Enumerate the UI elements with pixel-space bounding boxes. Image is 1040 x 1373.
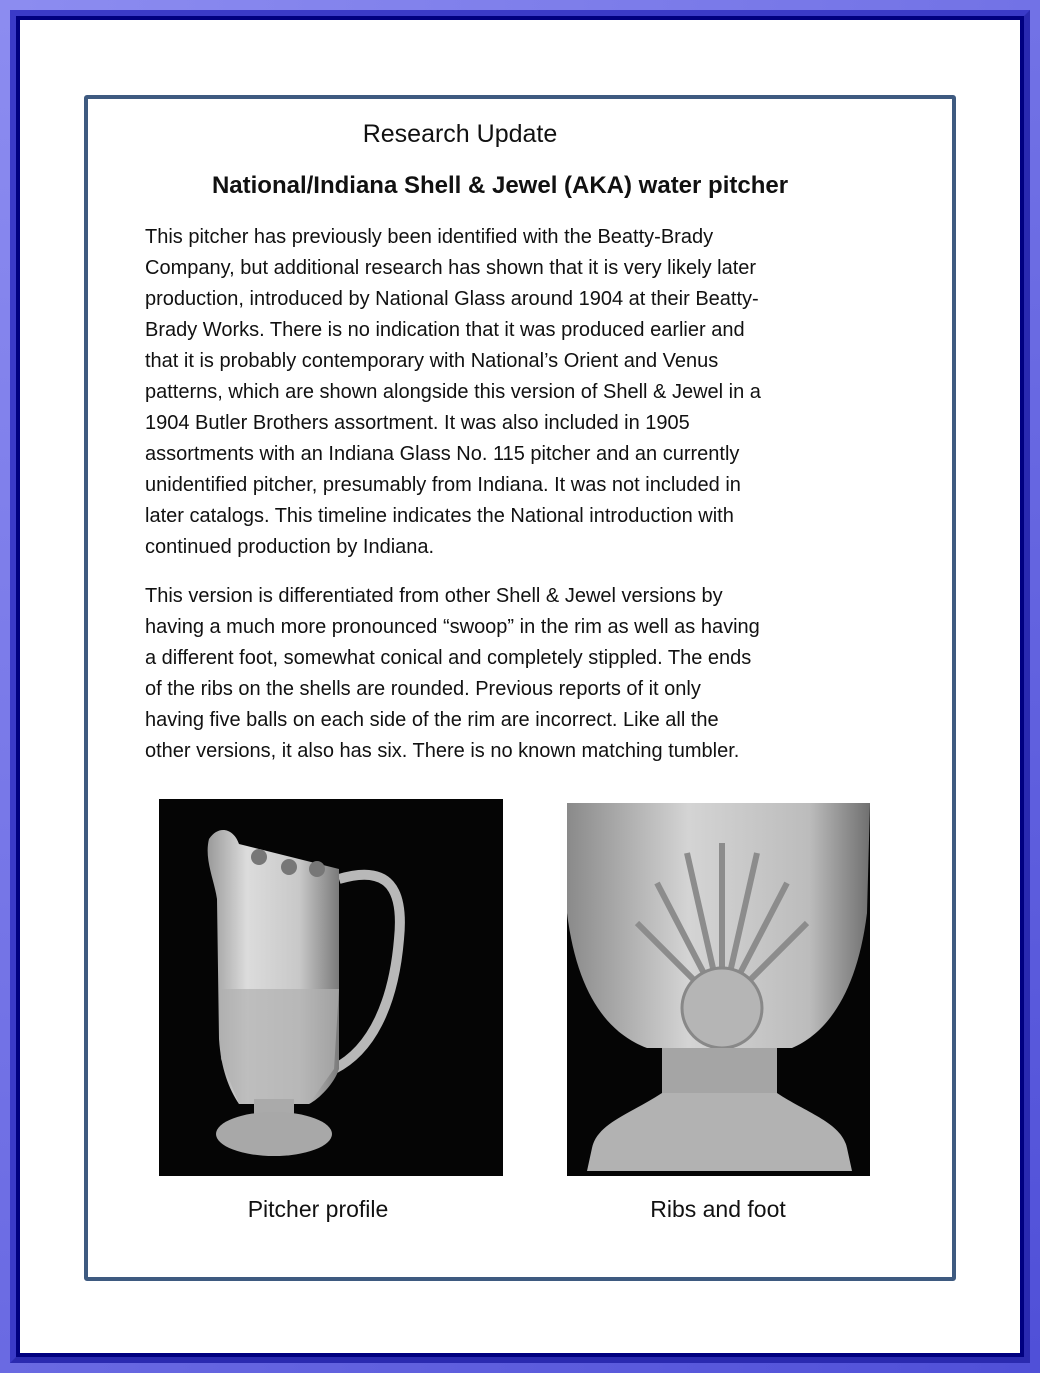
text-line: a different foot, somewhat conical and completely stippled. The ends bbox=[145, 647, 752, 669]
article-heading: National/Indiana Shell & Jewel (AKA) water pitcher bbox=[211, 172, 789, 199]
text-line: later catalogs. This timeline indicates the National introduction with bbox=[145, 505, 734, 527]
paragraph-2 bbox=[145, 581, 760, 767]
text-line: continued production by Indiana. bbox=[145, 536, 435, 558]
text-line: Brady Works. There is no indication that it was produced earlier and bbox=[145, 319, 745, 341]
text-line: having a much more pronounced “swoop” in the rim as well as having bbox=[145, 616, 760, 638]
text-line: production, introduced by National Glass around 1904 at their Beatty- bbox=[145, 288, 759, 310]
text-line: that it is probably contemporary with National’s Orient and Venus bbox=[145, 350, 719, 372]
paragraph-1 bbox=[145, 222, 761, 563]
text-line: having five balls on each side of the rim are incorrect. Like all the bbox=[145, 709, 719, 731]
ribs-and-foot-photo bbox=[567, 803, 870, 1176]
text-line: of the ribs on the shells are rounded. Previous reports of it only bbox=[145, 678, 701, 700]
text-line: 1904 Butler Brothers assortment. It was also included in 1905 bbox=[145, 412, 690, 434]
text-line: This version is differentiated from other Shell & Jewel versions by bbox=[145, 585, 723, 607]
page-title: Research Update bbox=[362, 120, 558, 148]
caption-pitcher-profile: Pitcher profile bbox=[247, 1196, 389, 1222]
text-line: unidentified pitcher, presumably from Indiana. It was not included in bbox=[145, 474, 741, 496]
text-line: Company, but additional research has shown that it is very likely later bbox=[145, 257, 757, 279]
pitcher-profile-photo bbox=[159, 799, 503, 1176]
text-line: This pitcher has previously been identified with the Beatty-Brady bbox=[145, 226, 714, 248]
text-line: assortments with an Indiana Glass No. 115 pitcher and an currently bbox=[145, 443, 740, 465]
text-line: other versions, it also has six. There is no known matching tumbler. bbox=[145, 740, 740, 762]
text-line: patterns, which are shown alongside this version of Shell & Jewel in a bbox=[145, 381, 761, 403]
caption-ribs-and-foot: Ribs and foot bbox=[650, 1196, 786, 1222]
